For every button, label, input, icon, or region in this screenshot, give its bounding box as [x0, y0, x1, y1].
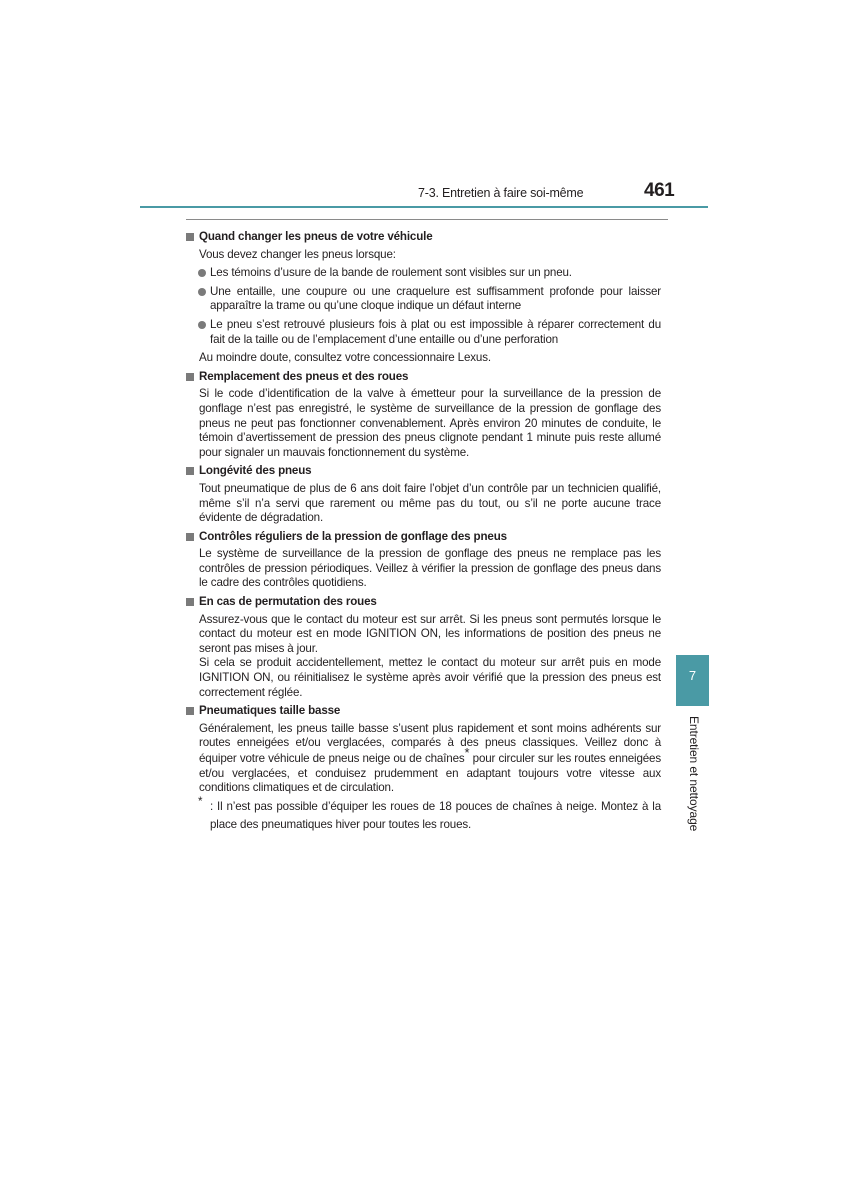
list-item-text: Une entaille, une coupure ou une craquelure est suffisamment profonde pour laisser apparaître la trame ou qu’une cloque indique un défaut interne — [210, 284, 661, 313]
paragraph-text: pour circuler sur les routes enneigées et/ou verglacées, et conduisez prudemment en adaptant toujours votre vitesse aux conditions climatiques et de circulation. — [199, 752, 662, 795]
section-title-text: Remplacement des pneus et des roues — [199, 369, 409, 383]
section-title-pressure-checks — [186, 530, 661, 545]
footnote-marker: * — [198, 794, 203, 808]
list-item-text: Le pneu s’est retrouvé plusieurs fois à plat ou est impossible à réparer correctement du fait de la taille ou de l’emplacement d’une entaille ou d’une perforation — [210, 317, 661, 346]
paragraph: Au moindre doute, consultez votre concessionnaire Lexus. — [199, 351, 491, 365]
header-rule — [140, 206, 708, 208]
list-item — [210, 266, 661, 281]
section-title-text: Longévité des pneus — [199, 464, 312, 478]
round-bullet-icon — [198, 321, 206, 329]
square-bullet-icon — [186, 707, 194, 715]
list-item — [210, 285, 661, 314]
page-number: 461 — [644, 180, 675, 201]
paragraph: Tout pneumatique de plus de 6 ans doit faire l’objet d’un contrôle par un technicien qualifié, même s’il n’a servi que rarement ou même pas du tout, ou s’il ne porte aucune trace évidente de dégradation. — [199, 481, 661, 525]
section-title-rotation — [186, 595, 661, 610]
list-item — [210, 318, 661, 347]
round-bullet-icon — [198, 288, 206, 296]
footnote-marker: * — [464, 745, 470, 760]
chapter-tab — [676, 655, 709, 706]
footnote — [198, 794, 661, 834]
section-title-when-change — [186, 230, 661, 245]
footnote-text: : Il n’est pas possible d’équiper les roues de 18 pouces de chaînes à neige. Montez à la place des pneumatiques hiver pour toutes les roues. — [210, 799, 661, 831]
list-item-text: Les témoins d’usure de la bande de roulement sont visibles sur un pneu. — [210, 266, 572, 280]
page-content — [186, 227, 661, 834]
paragraph: Si cela se produit accidentellement, mettez le contact du moteur sur arrêt puis en mode IGNITION ON, ou réinitialisez le système après avoir vérifié que la pression des pneus est correctement réglée. — [199, 656, 661, 699]
section-title-text: Pneumatiques taille basse — [199, 704, 341, 718]
paragraph: Assurez-vous que le contact du moteur est sur arrêt. Si les pneus sont permutés lorsque le contact du moteur est en mode IGNITION ON, les informations de position des pneus ne seront pas mises à jour. — [199, 612, 661, 655]
paragraph: Le système de surveillance de la pression de gonflage des pneus ne remplace pas les contrôles de pression périodiques. Veillez à vérifier la pression de gonflage des pneus dans le cadre des contrôles quotidiens. — [199, 547, 661, 590]
square-bullet-icon — [186, 467, 194, 475]
square-bullet-icon — [186, 533, 194, 541]
square-bullet-icon — [186, 598, 194, 606]
square-bullet-icon — [186, 373, 194, 381]
round-bullet-icon — [198, 269, 206, 277]
section-title-text: Contrôles réguliers de la pression de gonflage des pneus — [199, 529, 507, 543]
section-title-text: En cas de permutation des roues — [199, 595, 377, 609]
section-title-replacement — [186, 370, 661, 385]
section-title-longevity — [186, 464, 661, 479]
content-top-rule — [186, 219, 668, 220]
section-title-low-profile — [186, 704, 661, 719]
chapter-tab-number: 7 — [688, 668, 697, 683]
section-title-text: Quand changer les pneus de votre véhicule — [199, 230, 433, 243]
paragraph — [199, 722, 661, 796]
chapter-tab-label: Entretien et nettoyage — [687, 716, 701, 832]
square-bullet-icon — [186, 233, 194, 241]
paragraph: Vous devez changer les pneus lorsque: — [199, 247, 396, 261]
running-header-section: 7-3. Entretien à faire soi-même — [418, 186, 584, 200]
paragraph: Si le code d’identification de la valve à émetteur pour la surveillance de la pression de gonflage n’est pas enregistré, le système de surveillance de la pression de gonflage des pneus ne peut pas fonctionner convenablement. Après environ 20 minutes de conduite, le témoin d’avertissement de pression des pneus clignote pendant 1 minute puis reste allumé pour signaler un mauvais fonctionnement du système. — [199, 387, 661, 459]
paragraph-text: Généralement, les pneus taille basse s’usent plus rapidement et sont moins adhérents sur routes enneigées et/ou verglacées, comparés à des pneus classiques. Veillez donc à équiper votre véhicule de pneus neige ou de chaînes — [199, 721, 661, 765]
